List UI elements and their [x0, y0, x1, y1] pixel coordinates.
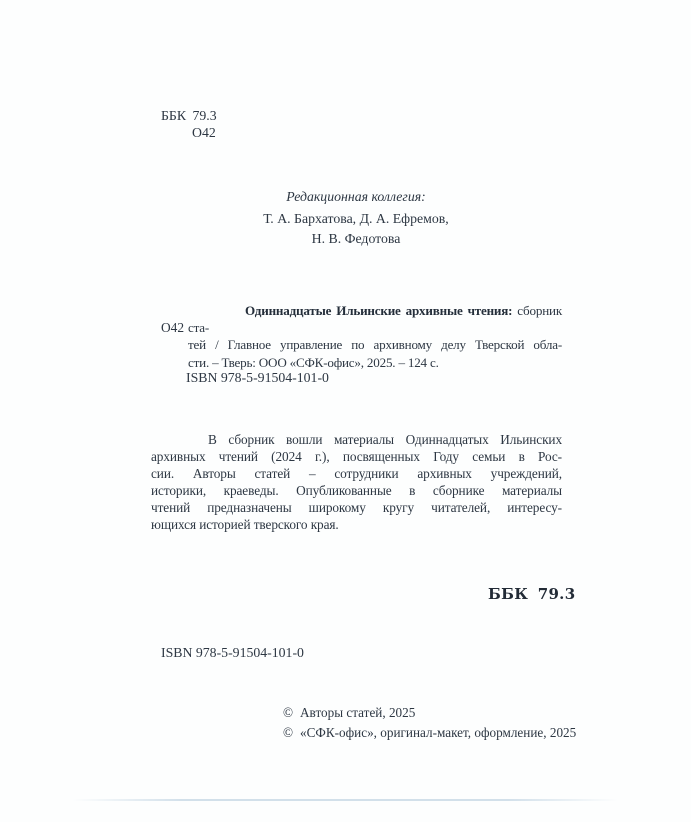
isbn-bottom: ISBN 978-5-91504-101-0	[161, 645, 304, 660]
editorial-board-heading: Редакционная коллегия:	[286, 189, 426, 204]
catalog-line1	[188, 302, 562, 336]
catalog-line2: тей / Главное управление по архивному делу Тверской обла-	[188, 337, 562, 353]
annotation-line4: историки, краеведы. Опубликованные в сборнике материалы	[151, 483, 562, 499]
bbk-top-author-mark: О42	[192, 125, 216, 140]
bbk-classification-top	[161, 107, 217, 141]
annotation-line3: сии. Авторы статей – сотрудники архивных учреждений,	[151, 466, 562, 482]
annotation-line5: чтений предназначены широкому кругу читателей, интересу-	[151, 500, 562, 516]
isbn-top: ISBN 978-5-91504-101-0	[186, 370, 329, 385]
copyright-line-publisher	[283, 723, 576, 743]
copyright-symbol: ©	[283, 705, 294, 720]
catalog-title: Одиннадцатые Ильинские архивные чтения:	[245, 303, 513, 318]
annotation-line2: архивных чтений (2024 г.), посвященных Году семьи в Рос-	[151, 449, 562, 465]
catalog-author-mark: О42	[161, 320, 185, 336]
annotation-line6: ющихся историей тверского края.	[151, 517, 339, 533]
annotation-line1: В сборник вошли материалы Одиннадцатых Ильинских	[208, 432, 562, 447]
copyright-block	[283, 703, 576, 742]
annotation-paragraph	[151, 431, 562, 534]
catalog-entry	[161, 302, 562, 371]
copyright-text-publisher: «СФК-офис», оригинал-макет, оформление, 2025	[300, 724, 577, 740]
editorial-board-block	[150, 187, 562, 250]
catalog-line3: сти. – Тверь: ООО «СФК-офис», 2025. – 124 с.	[188, 354, 439, 370]
bbk-top-line1: ББК 79.3	[161, 108, 217, 123]
bbk-classification-bottom: ББК 79.3	[488, 585, 576, 603]
editorial-board-names-line2: Н. В. Федотова	[311, 231, 401, 246]
copyright-line-authors	[283, 703, 576, 723]
copyright-text-authors: Авторы статей, 2025	[300, 705, 416, 720]
page-bottom-scan-edge	[72, 799, 618, 801]
catalog-line1-rest: сборник ста-	[188, 303, 562, 336]
copyright-symbol: ©	[283, 724, 294, 740]
editorial-board-names-line1: Т. А. Бархатова, Д. А. Ефремов,	[263, 210, 449, 226]
